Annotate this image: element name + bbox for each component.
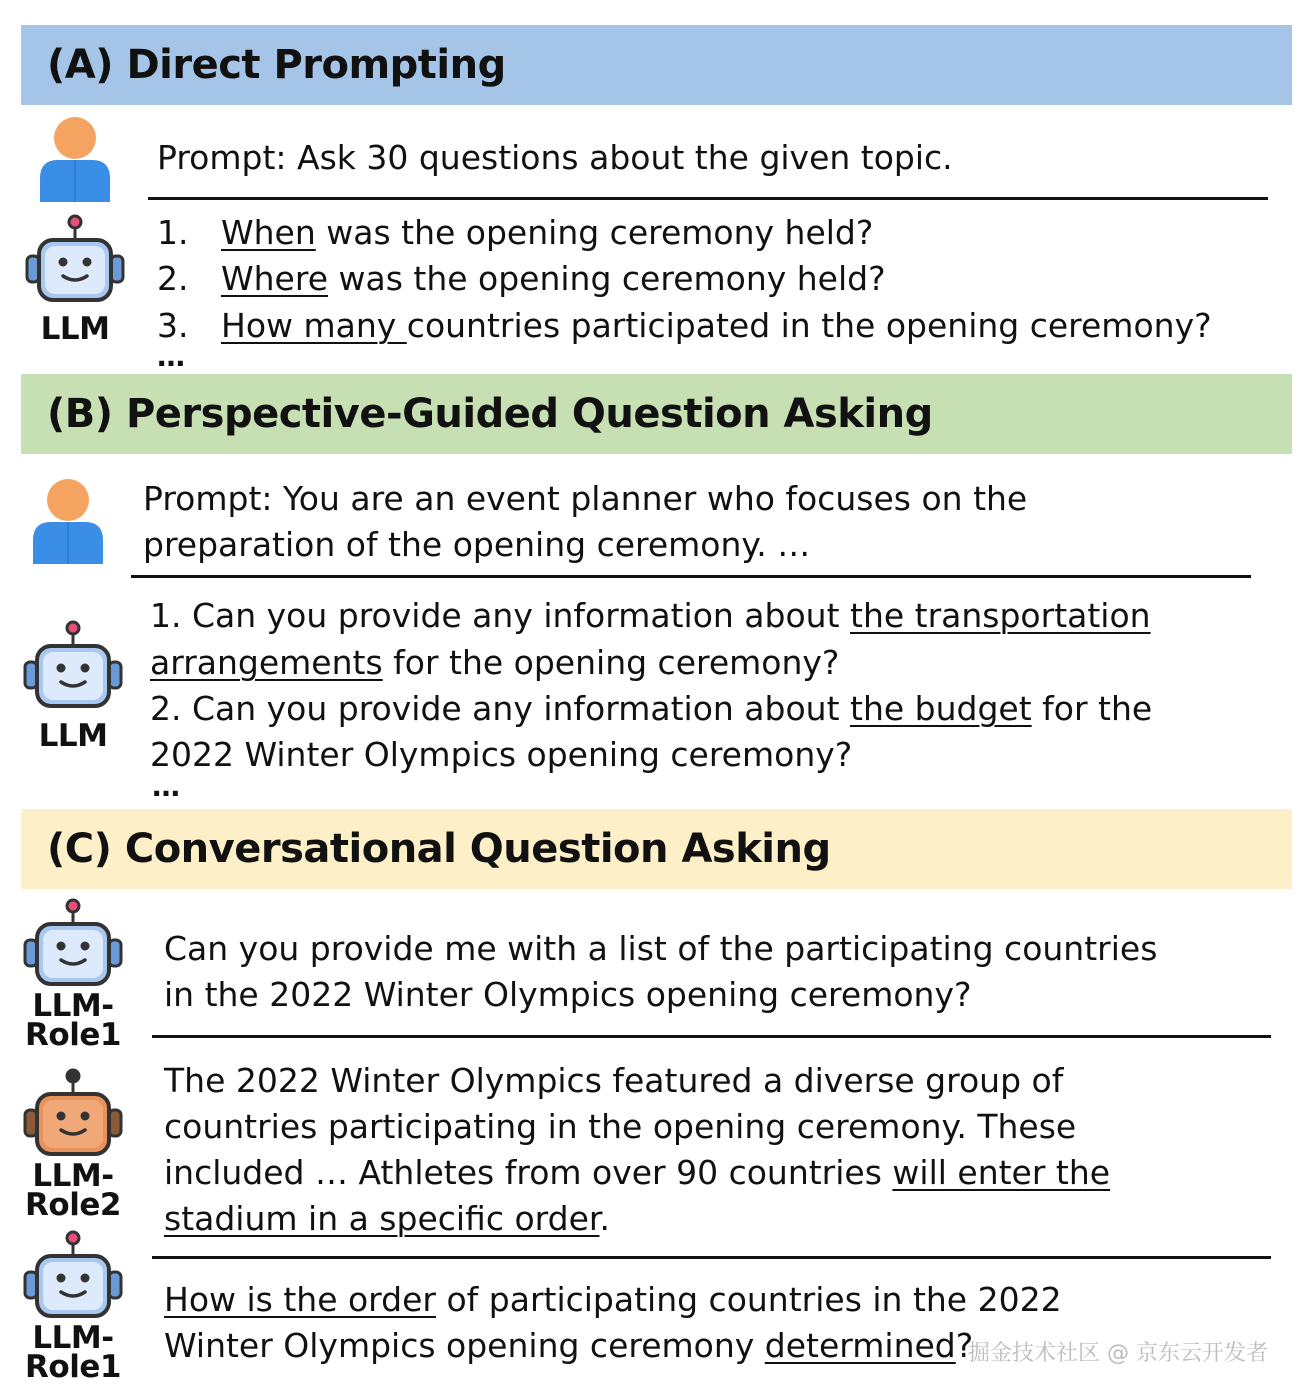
q1-highlight-cont: arrangements — [150, 643, 383, 682]
section-b-prompt-line2: preparation of the opening ceremony. … — [143, 525, 811, 564]
section-a-banner — [21, 25, 1292, 105]
robot-icon — [21, 896, 125, 988]
turn-3-highlight-2: determined — [764, 1326, 956, 1365]
llm-label: LLM — [38, 718, 108, 754]
robot-icon — [21, 618, 125, 710]
question-1: 1. When was the opening ceremony held? — [157, 213, 874, 252]
turn-3-highlight: How is the order — [164, 1280, 436, 1319]
q1-highlight: the transportation — [850, 596, 1151, 635]
section-b-question-1-line2: arrangements for the opening ceremony? — [150, 643, 840, 682]
turn-3-line2: Winter Olympics opening ceremony determined? — [164, 1326, 974, 1365]
turn-1-divider — [152, 1035, 1271, 1038]
section-b-ellipsis: … — [152, 770, 180, 803]
question-1-keyword: When — [221, 213, 316, 252]
section-b-question-1-line1: 1. Can you provide any information about the transportation — [150, 596, 1151, 635]
section-c-banner — [21, 809, 1292, 889]
turn-2-divider — [152, 1256, 1271, 1259]
section-a-ellipsis: … — [157, 340, 185, 373]
q2-highlight: the budget — [850, 689, 1032, 728]
llm-role1-label: LLM- Role1 — [25, 1320, 121, 1385]
robot-icon — [21, 1228, 125, 1320]
turn-2-highlight: will enter the — [892, 1153, 1111, 1192]
llm-role2-label: LLM- Role2 — [25, 1158, 121, 1223]
section-a-title: (A) Direct Prompting — [47, 42, 506, 88]
robot-icon — [21, 1066, 125, 1158]
turn-1-line2: in the 2022 Winter Olympics opening ceremony? — [164, 975, 972, 1014]
section-b-question-2-line1: 2. Can you provide any information about the budget for the — [150, 689, 1153, 728]
turn-1-line1: Can you provide me with a list of the participating countries — [164, 929, 1158, 968]
question-2-keyword: Where — [221, 259, 328, 298]
llm-label: LLM — [40, 311, 110, 347]
section-b-question-2-line2: 2022 Winter Olympics opening ceremony? — [150, 735, 853, 774]
section-b-divider — [131, 575, 1251, 578]
section-c-title: (C) Conversational Question Asking — [47, 826, 831, 872]
robot-icon — [23, 212, 127, 304]
watermark: 掘金技术社区 @ 京东云开发者 — [968, 1341, 1268, 1366]
section-a-divider — [148, 197, 1268, 200]
user-icon — [29, 478, 107, 566]
turn-2-line2: countries participating in the opening ceremony. These — [164, 1107, 1077, 1146]
section-b-prompt-line1: Prompt: You are an event planner who focuses on the — [143, 479, 1028, 518]
question-3: 3. How many countries participated in the opening ceremony? — [157, 306, 1212, 345]
question-3-keyword: How many — [221, 306, 407, 345]
section-b-banner — [21, 374, 1292, 454]
llm-role1-label: LLM- Role1 — [25, 988, 121, 1053]
section-b-title: (B) Perspective-Guided Question Asking — [47, 391, 933, 437]
user-icon — [36, 116, 114, 204]
turn-2-line3: included … Athletes from over 90 countries will enter the — [164, 1153, 1111, 1192]
section-a-prompt: Prompt: Ask 30 questions about the given topic. — [157, 138, 953, 177]
turn-2-line1: The 2022 Winter Olympics featured a diverse group of — [164, 1061, 1064, 1100]
turn-2-highlight-cont: stadium in a specific order — [164, 1199, 600, 1238]
turn-2-line4: stadium in a specific order. — [164, 1199, 610, 1238]
turn-3-line1: How is the order of participating countries in the 2022 — [164, 1280, 1062, 1319]
question-2: 2. Where was the opening ceremony held? — [157, 259, 886, 298]
